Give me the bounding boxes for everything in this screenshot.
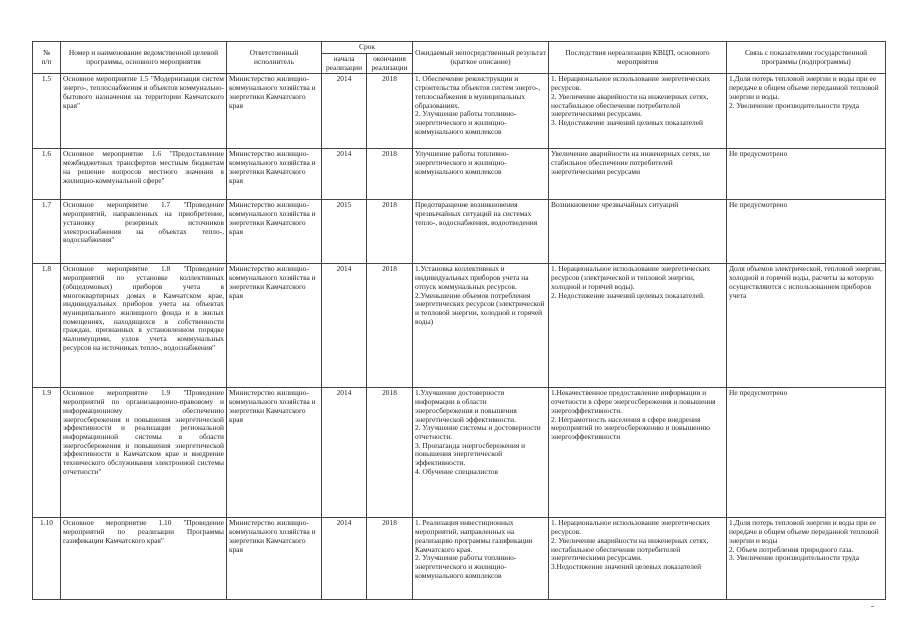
row-expected-result: 1. Обеспечение реконструкции и строительства объектов систем энерго-, теплоснабжения в муниципальных образованиях. 2. Улучшение работы топливно-энергетического и жилищно-коммунального комплексов: [413, 74, 549, 149]
row-start-year: 2014: [322, 149, 367, 200]
row-consequences: Увеличение аварийности на инженерных сетях, не стабильное обеспечение потребителей энергетическими ресурсами: [549, 149, 727, 200]
row-expected-result: Предотвращение возникновения чрезвычайных ситуаций на системах тепло-, водоснабжения, водоотведения: [413, 200, 549, 264]
row-consequences: 1.Некачественное предоставление информации и отчетности в сфере энергосбережения и повышения энергоэффективности. 2. Неграмотность населения в сфере внедрения мероприятий по энергосбережению и повышению энергоэффективности: [549, 388, 727, 518]
row-start-year: 2014: [322, 518, 367, 600]
row-consequences: 1. Нерациональное использование энергетических ресурсов. 2. Увеличение аварийности на инженерных сетях, нестабильное обеспечение потребителей энергетическими ресурсами. 3.Недостижение значений целевых показателей: [549, 518, 727, 600]
row-end-year: 2018: [367, 264, 413, 388]
row-measure-name: Основное мероприятие 1.9 "Проведение мероприятий по организационно-правовому и информационному обеспечению энергосбережения и повышения энергетической эффективности и реализации региональной информационной системы в области энергосбережения и повышения энергетической эффективности в Камчатском крае и внедрение технического обслуживания электронной системы отчетности": [61, 388, 227, 518]
row-start-year: 2015: [322, 200, 367, 264]
row-number: 1.10: [33, 518, 61, 600]
row-indicator-link: 1.Доля потерь тепловой энергии и воды при ее передаче в общем объеме переданной тепловой энергии и воды 2. Объем потребления природного газа. 3. Увеличение производительности труда: [727, 518, 886, 600]
table-row: [33, 74, 886, 149]
row-indicator-link: Не предусмотрено: [727, 200, 886, 264]
table-row: [33, 518, 886, 600]
table-row: [33, 388, 886, 518]
row-measure-name: Основное мероприятие 1.5 "Модернизация систем энерго-, теплоснабжения и объектов коммунально-бытового назначения на территории Камчатского края": [61, 74, 227, 149]
row-executor: Министерство жилищно-коммунального хозяйства и энергетики Камчатского края: [227, 518, 322, 600]
row-end-year: 2018: [367, 149, 413, 200]
row-executor: Министерство жилищно-коммунального хозяйства и энергетики Камчатского края: [227, 388, 322, 518]
row-indicator-link: Не предусмотрено: [727, 149, 886, 200]
row-consequences: 1. Нерациональное использование энергетических ресурсов. 2. Увеличение аварийности на инженерных сетях, нестабильное обеспечение потребителей энергетическими ресурсами. 3. Недостижение значений целевых показателей: [549, 74, 727, 149]
row-start-year: 2014: [322, 264, 367, 388]
row-measure-name: Основное мероприятие 1.6 "Предоставление межбюджетных трансфертов местным бюджетам на решение вопросов местного значения в жилищно-коммунальной сфере": [61, 149, 227, 200]
header-number: № п/п: [33, 42, 61, 74]
header-term-start: начала реализации: [322, 54, 367, 74]
row-end-year: 2018: [367, 388, 413, 518]
row-start-year: 2014: [322, 388, 367, 518]
row-number: 1.6: [33, 149, 61, 200]
table-row: [33, 264, 886, 388]
measures-table: [32, 41, 886, 600]
row-executor: Министерство жилищно-коммунального хозяйства и энергетики Камчатского края: [227, 200, 322, 264]
row-indicator-link: 1.Доля потерь тепловой энергии и воды при ее передаче в общем объеме переданной тепловой энергии и воды. 2. Увеличение производительности труда: [727, 74, 886, 149]
row-measure-name: Основное мероприятие 1.7 "Проведение мероприятий, направленных на приобретение, установку резервных источников электроснабжения на объектах тепло-, водоснабжения": [61, 200, 227, 264]
row-measure-name: Основное мероприятие 1.8 "Проведение мероприятий по установке коллективных (общедомовых) приборов учета в многоквартирных домах в Камчатском крае, индивидуальных приборов учета на объектах муниципального жилищного фонда и в жилых помещениях, находящихся в собственности граждан, признанных в установленном порядке малоимущими, узлов учета коммунальных ресурсов на источниках тепло-, водоснабжения": [61, 264, 227, 388]
row-executor: Министерство жилищно-коммунального хозяйства и энергетики Камчатского края: [227, 149, 322, 200]
table-row: [33, 200, 886, 264]
row-consequences: Возникновение чрезвычайных ситуаций: [549, 200, 727, 264]
header-expected-result: Ожидаемый непосредственный результат (краткое описание): [413, 42, 549, 74]
scan-speck: [871, 606, 874, 607]
row-start-year: 2014: [322, 74, 367, 149]
row-consequences: 1. Нерациональное использование энергетических ресурсов (электрической и тепловой энергии, холодной и горячей воды). 2. Недостижение значений целевых показателей.: [549, 264, 727, 388]
row-executor: Министерство жилищно-коммунального хозяйства и энергетики Камчатского края: [227, 264, 322, 388]
header-indicator-link: Связь с показателями государственной программы (подпрограммы): [727, 42, 886, 74]
row-end-year: 2018: [367, 518, 413, 600]
header-measure-name: Номер и наименование ведомственной целевой программы, основного мероприятия: [61, 42, 227, 74]
row-end-year: 2018: [367, 74, 413, 149]
table-row: [33, 149, 886, 200]
header-term-end: окончания реализации: [367, 54, 413, 74]
row-executor: Министерство жилищно-коммунального хозяйства и энергетики Камчатского края: [227, 74, 322, 149]
row-measure-name: Основное мероприятие 1.10 "Проведение мероприятий по реализации Программы газификации Камчатского края": [61, 518, 227, 600]
row-indicator-link: Доля объемов электрической, тепловой энергии, холодной и горячей воды, расчеты за которую осуществляются с использованием приборов учета: [727, 264, 886, 388]
row-expected-result: Улучшение работы топливно-энергетического и жилищно-коммунального комплексов: [413, 149, 549, 200]
row-indicator-link: Не предусмотрено: [727, 388, 886, 518]
row-number: 1.5: [33, 74, 61, 149]
row-number: 1.8: [33, 264, 61, 388]
row-expected-result: 1. Реализация инвестиционных мероприятий, направленных на реализацию программы газификации Камчатского края. 2. Улучшение работы топливно-энергетического и жилищно-коммунального комплексов: [413, 518, 549, 600]
header-consequences: Последствия нереализации КВЦП, основного мероприятия: [549, 42, 727, 74]
header-term: Срок: [322, 42, 413, 54]
header-executor: Ответственный исполнитель: [227, 42, 322, 74]
row-expected-result: 1.Установка коллективных и индивидуальных приборов учета на отпуск коммунальных ресурсов. 2.Уменьшение объемов потребления энергетических ресурсов (электрической и тепловой энергии, холодной и горячей воды): [413, 264, 549, 388]
row-expected-result: 1.Улучшение достоверности информации в области энергосбережения и повышения энергетической эффективности. 2. Улучшение системы и достоверности отчетности. 3. Пропаганда энергосбережения и повышения энергетической эффективности. 4. Обучение специалистов: [413, 388, 549, 518]
row-number: 1.9: [33, 388, 61, 518]
row-number: 1.7: [33, 200, 61, 264]
row-end-year: 2018: [367, 200, 413, 264]
